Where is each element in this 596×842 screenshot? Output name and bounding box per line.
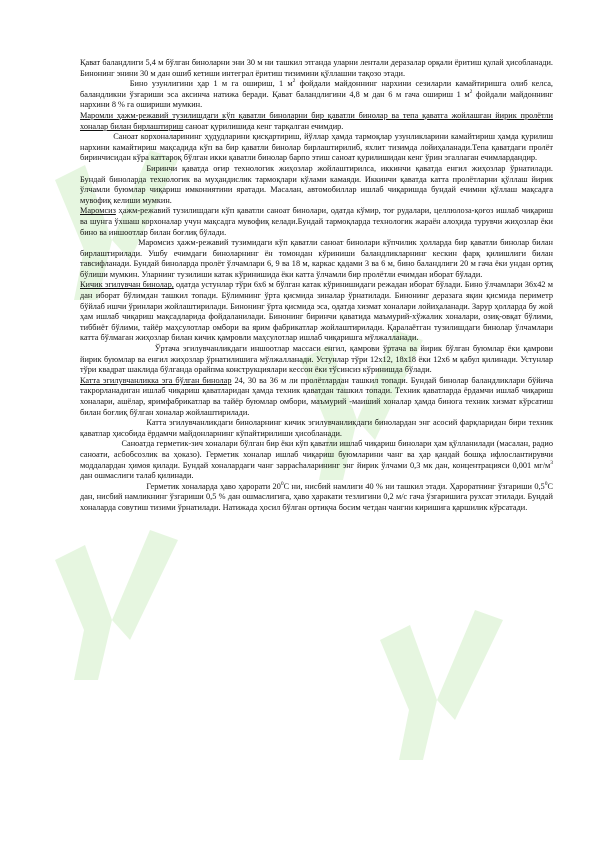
superscript: 3 [550,459,553,466]
paragraph [80,418,553,439]
text-run: Саноатда герметик-зич хоналари бўлган бир ёки кўп қаватли ишлаб чиқариш бинолари ҳам қўлланилади (масалан, радио саноати, асбобсозлик ва ҳоказо). Герметик хоналар ишлаб чиқариш буюмларини чанг ва ҳар қандай бошқа ифлослантирувчи моддалардан ҳимоя қилади. Бундай хоналардаги чанг зарраchаларининг энг йирик ўлчами 0,3 мк дан, концентрацияси 0,001 мг/м [80,439,553,470]
text-run: Қават баландлиги 5,4 м бўлган биноларни эни 30 м ни ташкил этганда уларни лентали деразалар орқали ёритиш қулай ҳисобланади. Бинонинг энини 30 м дан ошиб кетиши интеграл ёритиш тизимини қўллашни тақозо этади. [80,58,553,78]
paragraph [80,58,553,79]
underlined-term: Маромли ҳажм-режавий тузилишдаги кўп қаватли биноларни бир қаватли бинолар ва тепа қаватга жойлашган йирик пролётли хоналар билан бирлаштириш [80,110,553,131]
superscript: 2 [292,78,296,85]
text-run: ҳажм-режавий тузилишдаги кўп қаватли саноат бинолари, одатда кўмир, тоғ рудалари, целлюлоза-қоғоз ишлаб чиқариш ва шунга ўхшаш корхоналар учун мақсадга мувофиқ келади.Бундай тармоқларда технологик жараён алоҳида турувчи жиҳозлар ёки бино ва иншоотлар билан боғлиқ бўлади. [80,206,553,237]
paragraph [80,206,553,238]
paragraph [80,164,553,206]
text-run: Бино узунлигини ҳар 1 м га ошириш, 1 м [129,79,293,89]
paragraph [80,111,553,132]
text-run: 24, 30 ва 36 м ли пролётлардан ташкил топади. Бундай бинолар баландликлари бўйича такрорланадиган ишлаб чиқариш қаватларидан ҳамда техник қаватдан ташкил топади. Техник қаватларда ёрдамчи ишлаб чиқариш хоналари, ашёлар, яримфабрикатлар ва тайёр буюмлар омбори, маъмурий -маиший хоналар ҳамда бинога техник хизмат кўрсатиш билан боғлиқ бўлган хоналар жойлаштирилади. [80,375,553,417]
superscript: 0 [280,480,284,487]
text-run: саноат қурилишида кенг тарқалган ечимдир. [183,121,344,131]
document-body [80,58,553,514]
paragraph [80,482,553,514]
paragraph [80,132,553,164]
underlined-term: Катта эгилувчанликка эга бўлган бинолар [80,375,232,385]
paragraph [80,79,553,111]
paragraph [80,344,553,376]
text-run: С ни, нисбий намлиги 40 % ни ташкил этади. Ҳароратнинг ўзгариши 0,5 [283,481,545,491]
text-run: фойдали майдоннинг нархини 8 % га ошириши мумкин. [80,89,553,110]
text-run: Катта эгилувчанликдаги биноларнинг кичик эгилувчанликдаги бинолардан энг асосий фарқларидан бири техник қаватлар ҳисобида ёрдамчи майдонларнинг кўпайтирилиши ҳисобланади. [80,418,553,438]
paragraph [80,238,553,280]
watermark-y-icon [380,610,503,760]
text-run: С дан, нисбий намликнинг ўзгариши 0,5 % дан ошмаслигига, ҳаво ҳаракати тезлигини 0,2 м/с гача ўзгаришига рухсат этилади. Бундай хоналарда совутиш тизими ўрнатилади. Натижада ҳосил бўлган ортиқча босим четдан чангни киришига қаршилик кўрсатади. [80,481,553,512]
underlined-term: Кичик эгилувчан бинолар, [80,280,174,290]
superscript: 0 [544,480,548,487]
text-run: одатда устунлар тўри 6х6 м бўлган катак кўринишидаги режадан иборат бўлади. Бино ўлчамлари 36х42 м дан иборат бўлимдан ташкил топади. Бўлимнинг ўрта қисмида зиналар ўрнатилади. Бинонинг деразага яқин қисмида периметр бўйлаб ишчи ўринлари жойлаштирилади. Бинонинг ўрта қисмида эса, одатда хизмат хоналари лойиҳаланади. Зарур ҳолларда бу жой ҳам ишлаб чиқариш мақсадларида фойдаланилади. Бинонинг биринчи қаватида маъмурий-хўжалик хоналари, озиқ-овқат бўлими, тиббиёт бўлими, тайёр маҳсулотлар омбори ва ярим фабрикатлар жойлаштирилади. Қаралаётган тузилишдаги бинолар ўлчамлари катта бўлмаган жиҳозлар билан кичик қамровли маҳсулотлар ишлаб чиқаришга мўлжалланади. [80,280,553,343]
text-run: Биринчи қаватда оғир технологик жиҳозлар жойлаштирилса, иккинчи қаватда енгил жиҳозлар ўрнатилади. Бундай биноларда технологик ва муҳандислик тармоқлари кўлами камаяди. Иккинчи қаватда катта пролётларни қўллаш йирик ўлчамли буюмлар чиқариш имкониятини яратади. Масалан, автомобиллар ишлаб чиқаришда бундай ечимни қўллаш мақсадга мувофиқ келиши мумкин. [80,163,553,205]
text-run: Маромсиз ҳажм-режавий тузимидаги кўп қаватли саноат бинолари кўпчилик ҳолларда бир қаватли бинолар билан бирлаштирилади. Ушбу ечимдаги биноларнинг ён томондан кўриниши баландликларнинг кескин фарқ қилишлиги билан тавсифланади. Бундай биноларда пролёт ўлчамлари 6, 9 ва 18 м, каркас қадами 3 ва 6 м, бино баландлиги 20 м гача ёки ундан ортиқ бўлиши мумкин. Уларнинг тузилиши катак кўринишида ёки катта ўлчамли бир пролётли ечимдан иборат бўлади. [80,238,553,279]
paragraph [80,376,553,418]
paragraph [80,439,553,481]
text-run: фойдали майдоннинг нархини сезиларли камайтиришга олиб келса, баландликни ўзгариши эса аксинча натижа беради. Қават баландлигини 4,8 м дан 6 м гача ошириш 1 м [80,79,553,99]
text-run: дан ошмаслиги талаб қилинади. [80,471,194,481]
underlined-term: Маромсиз [80,206,116,216]
paragraph [80,280,553,344]
text-run: Герметик хоналарда ҳаво ҳарорати 20 [146,481,281,491]
text-run: Саноат корхоналарининг ҳудудларини қисқартириш, йўллар ҳамда тармоқлар узунликларини камайтириш ҳамда қурилиш нархини камайтириш мақсадида кўп ва бир қаватли бинолар бирлаштирилиб, яхлит тизимда лойиҳаланади.Тепа қаватдаги пролёт биринчисидан кўра каттароқ бўлган икки қаватли бинолар барпо этиш саноат қурилишидан кенг ўрин эгаллаган ечимлардандир. [80,132,553,163]
text-run: Ўртача эгилувчанликдаги иншоотлар массаси енгил, қамрови ўртача ва йирик бўлган буюмлар ёки қамрови йирик буюмлар ва енгил жиҳозлар ўрнатилишига мўлжалланади. Устунлар тўри 12х12, 18х18 ёки 12х6 м қабул қилинади. Устунлар тўри квадрат шаклида бўлганда орайпма конструкциялари кессон ёки тўсинсиз кўринишда бўлади. [80,344,553,375]
watermark-y-icon [55,530,178,680]
superscript: 2 [469,89,473,96]
